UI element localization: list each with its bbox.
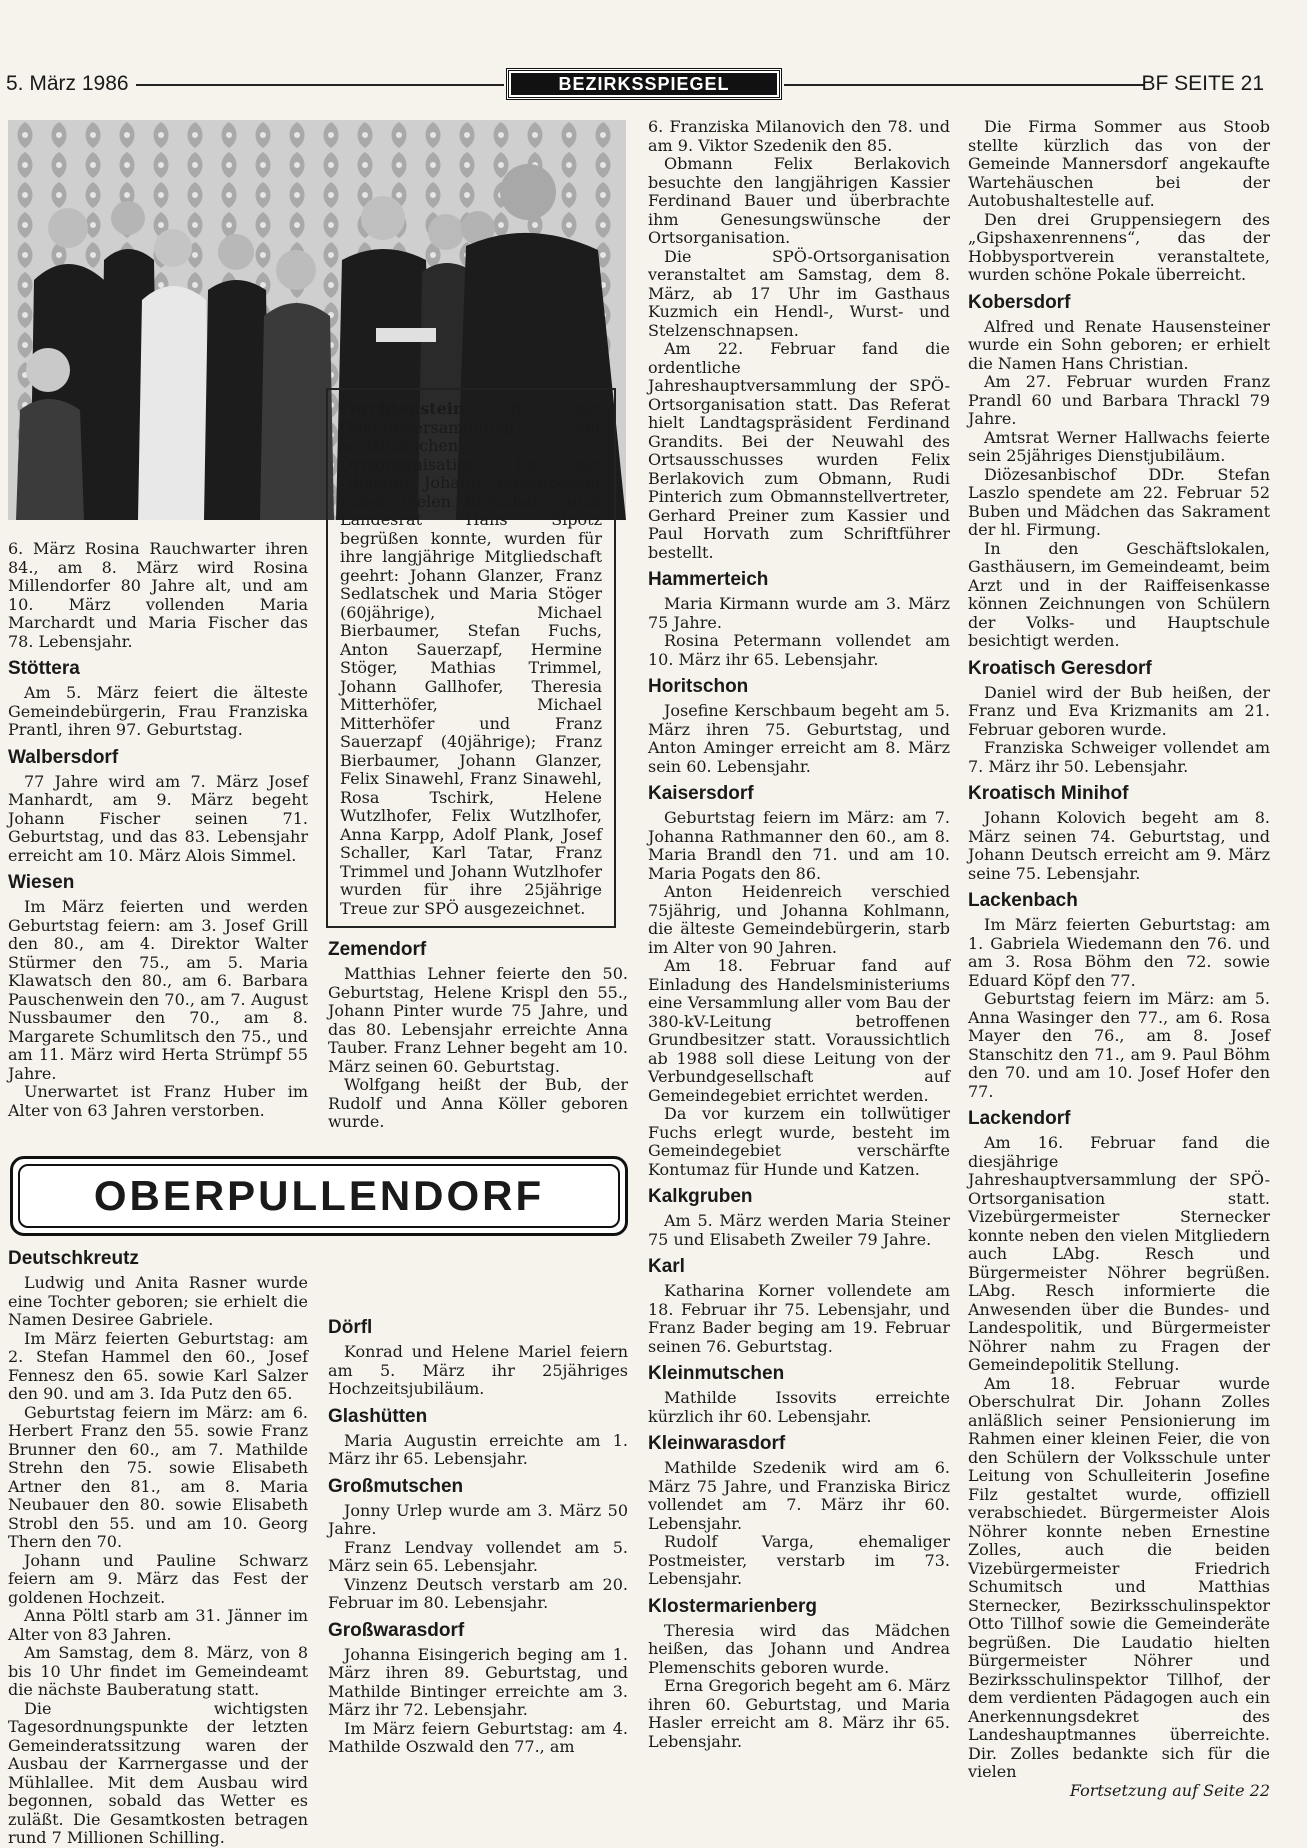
paragraph: Die Firma Sommer aus Stoob stellte kürzlich das von der Gemeinde Mannersdorf angekaufte Wartehäuschen bei der Autobushaltestelle auf.: [968, 117, 1270, 210]
paragraph: Johann Kolovich begeht am 8. März seinen 74. Geburtstag, und Johann Deutsch erreicht am 9. März seine 75. Lebensjahr.: [968, 808, 1270, 883]
paragraph: Am 22. Februar fand die ordentliche Jahreshauptversammlung der SPÖ-Ortsorganisation statt. Das Referat hielt Landtagspräsident Ferdinand Grandits. Bei der Neuwahl des Ortsausschusses wurden Felix Berlakovich zum Obmann, Rudi Pinterich zum Obmannstellvertreter, Gerhard Preiner zum Kassier und Paul Horvath zum Schriftführer bestellt.: [648, 339, 950, 562]
paragraph: Im März feierten Geburtstag: am 1. Gabriela Wiedemann den 76. und am 3. Rosa Böhm den 72. sowie Eduard Köpf den 77.: [968, 915, 1270, 990]
paragraph: Erna Gregorich begeht am 6. März ihren 60. Geburtstag, und Maria Hasler erreicht am 8. März ihr 65. Lebensjahr.: [648, 1676, 950, 1751]
paragraph: Matthias Lehner feierte den 50. Geburtstag, Helene Krispl den 55., Johann Pinter wurde 75 Jahre, und das 80. Lebensjahr erreichte Anna Tauber. Franz Lehner begeht am 10. März seinen 60. Geburtstag.: [328, 964, 628, 1076]
column-2: [328, 932, 628, 1132]
paragraph: Am Samstag, dem 8. März, von 8 bis 10 Uhr findet im Gemeindeamt die nächste Bauberatung statt.: [8, 1643, 308, 1699]
paragraph: Im März feierten Geburtstag: am 2. Stefan Hammel den 60., Josef Fennesz den 65. sowie Karl Salzer den 90. und am 3. Ida Putz den 65.: [8, 1328, 308, 1403]
paragraph: Obmann Felix Berlakovich besuchte den langjährigen Kassier Ferdinand Bauer und überbrachte ihm Genesungswünsche der Ortsorganisation.: [648, 154, 950, 247]
paragraph: Unerwartet ist Franz Huber im Alter von 63 Jahren verstorben.: [8, 1082, 308, 1120]
region-title: OBERPULLENDORF: [18, 1164, 620, 1228]
heading-klostermarienberg: Klostermarienberg: [648, 1595, 817, 1617]
paragraph: Jonny Urlep wurde am 3. März 50 Jahre.: [328, 1500, 628, 1538]
heading-grosswarasdorf: Großwarasdorf: [328, 1619, 465, 1641]
paragraph: Josefine Kerschbaum begeht am 5. März ihren 75. Geburtstag, und Anton Aminger erreicht am 8. März sein 60. Lebensjahr.: [648, 701, 950, 776]
heading-wiesen: Wiesen: [8, 872, 75, 893]
paragraph: Wolfgang heißt der Bub, der Rudolf und Anna Köller geboren wurde.: [328, 1075, 628, 1131]
heading-grossmutschen: Großmutschen: [328, 1475, 464, 1497]
paragraph: Im März feierten und werden Geburtstag feiern: am 3. Josef Grill den 80., am 4. Direktor Walter Stürmer den 75., am 5. Maria Klawatsch den 80., am 6. Barbara Pauschenwein den 70., am 7. August Nussbaumer den 70., am 8. Margarete Schumlitsch den 75., und am 11. März wird Herta Strümpf 55 Jahre.: [8, 897, 308, 1083]
paragraph: Konrad und Helene Mariel feiern am 5. März ihr 25jähriges Hochzeitsjubiläum.: [328, 1342, 628, 1398]
paragraph: Rosina Petermann vollendet am 10. März ihr 65. Lebensjahr.: [648, 631, 950, 669]
col1-intro: 6. März Rosina Rauchwarter ihren 84., am 8. März wird Rosina Millendorfer 80 Jahre alt, und am 10. März vollenden Maria Marchardt und Maria Fischer das 78. Lebensjahr.: [8, 539, 308, 651]
region-banner: [10, 1156, 628, 1236]
heading-kroatisch-geresdorf: Kroatisch Geresdorf: [968, 657, 1152, 679]
issue-date: 5. März 1986: [6, 72, 129, 95]
caption-lead: Forchtenstein.: [340, 399, 471, 418]
heading-walbersdorf: Walbersdorf: [8, 746, 119, 768]
heading-horitschon: Horitschon: [648, 676, 749, 697]
paragraph: Geburtstag feiern im März: am 7. Johanna Rathmanner den 60., am 8. Maria Brandl den 71. und am 10. Maria Pogats den 86.: [648, 808, 950, 883]
paragraph: Am 5. März feiert die älteste Gemeindebürgerin, Frau Franziska Prantl, ihren 97. Geburtstag.: [8, 683, 308, 739]
paragraph: Anna Pöltl starb am 31. Jänner im Alter von 83 Jahren.: [8, 1606, 308, 1644]
heading-karl: Karl: [648, 1256, 685, 1277]
paragraph: Johanna Eisingerich beging am 1. März ihren 89. Geburtstag, und Mathilde Bintinger erreichte am 3. März ihr 72. Lebensjahr.: [328, 1644, 628, 1719]
column-2-bottom: [328, 1310, 628, 1757]
page-number: BF SEITE 21: [1141, 72, 1264, 95]
paragraph: Diözesanbischof DDr. Stefan Laszlo spendete am 22. Februar 52 Buben und Mädchen das Sakrament der hl. Firmung.: [968, 464, 1270, 539]
heading-kroatisch-minihof: Kroatisch Minihof: [968, 783, 1129, 804]
page-header: [6, 70, 1264, 100]
photo-caption-box: [326, 388, 616, 928]
paragraph: Franz Lendvay vollendet am 5. März sein 65. Lebensjahr.: [328, 1537, 628, 1575]
paragraph: Katharina Korner vollendete am 18. Februar ihr 75. Lebensjahr, und Franz Bader beging am 19. Februar seinen 76. Geburtstag.: [648, 1281, 950, 1356]
paragraph: Am 5. März werden Maria Steiner 75 und Elisabeth Zweiler 79 Jahre.: [648, 1211, 950, 1249]
heading-lackendorf: Lackendorf: [968, 1108, 1071, 1129]
paragraph: Franziska Schweiger vollendet am 7. März ihr 50. Lebensjahr.: [968, 738, 1270, 776]
section-title: BEZIRKSSPIEGEL: [511, 73, 777, 95]
paragraph: Rudolf Varga, ehemaliger Postmeister, verstarb im 73. Lebensjahr.: [648, 1532, 950, 1588]
paragraph: Geburtstag feiern im März: am 5. Anna Wasinger den 77., am 6. Rosa Mayer den 76., am 8. Josef Stanschitz den 71., am 9. Paul Böhm den 70. und am 10. Josef Hofer den 77.: [968, 989, 1270, 1101]
heading-kaisersdorf: Kaisersdorf: [648, 783, 754, 804]
heading-kobersdorf: Kobersdorf: [968, 291, 1071, 313]
paragraph: Maria Kirmann wurde am 3. März 75 Jahre.: [648, 594, 950, 632]
heading-kalkgruben: Kalkgruben: [648, 1186, 753, 1207]
caption-paragraph: [340, 400, 602, 918]
heading-hammerteich: Hammerteich: [648, 569, 769, 590]
paragraph: Alfred und Renate Hausensteiner wurde ein Sohn geboren; er erhielt die Namen Hans Christian.: [968, 316, 1270, 373]
paragraph: Geburtstag feiern im März: am 6. Herbert Franz den 55. sowie Franz Brunner den 60., am 7. Mathilde Strehn den 75. sowie Elisabeth Artner den 81., am 8. Maria Neubauer den 80. sowie Elisabeth Strobl den 55. und am 10. Georg Thern den 70.: [8, 1402, 308, 1551]
paragraph: Vinzenz Deutsch verstarb am 20. Februar im 80. Lebensjahr.: [328, 1574, 628, 1612]
continued-note: Fortsetzung auf Seite 22: [1069, 1780, 1270, 1800]
paragraph: Am 18. Februar wurde Oberschulrat Dir. Johann Zolles anläßlich seiner Pensionierung im Rahmen einer kleinen Feier, die von den Schülern der Volksschule unter Leitung von Schulleiterin Josefine Filz gestaltet wurde, offiziell verabschiedet. Bürgermeister Alois Nöhrer konnte neben Ernestine Zolles, auch die beiden Vizebürgermeister Friedrich Schumitsch und Matthias Sternecker, Bezirksschulinspektor Otto Tillhof sowie die Gemeinderäte begrüßen. Die Laudatio hielten Bürgermeister Nöhrer und Bezirksschulinspektor Tillhof, der dem verdienten Pädagogen auch ein Anerkennungsdekret des Landeshauptmannes überreichte. Dir. Zolles bedankte sich für die vielen: [968, 1373, 1270, 1781]
paragraph: Daniel wird der Bub heißen, der Franz und Eva Krizmanits am 21. Februar geboren wurde.: [968, 682, 1270, 739]
heading-lackenbach: Lackenbach: [968, 890, 1078, 911]
paragraph: Amtsrat Werner Hallwachs feierte sein 25jähriges Dienstjubiläum.: [968, 427, 1270, 465]
paragraph: Am 18. Februar fand auf Einladung des Handelsministeriums eine Versammlung aller vom Bau der 380-kV-Leitung betroffenen Grundbesitzer statt. Voraussichtlich ab 1988 soll diese Leitung von der Verbundgesellschaft auf Gemeindegebiet errichtet werden.: [648, 956, 950, 1105]
caption-text: Bei der Generalversammlung der sozialistischen Ortsorganisation, bei der Obmann Johann Eitzenberger neben vielen Besuchern auch Landesrat Hans Sipötz begrüßen konnte, wurden für ihre langjährige Mitgliedschaft geehrt: Johann Glanzer, Franz Sedlatschek und Maria Stöger (60jährige), Michael Bierbaumer, Stefan Fuchs, Anton Sauerzapf, Hermine Stöger, Mathias Trimmel, Johann Gallhofer, Theresia Mitterhöfer, Michael Mitterhöfer und Franz Sauerzapf (40jährige); Franz Bierbaumer, Johann Glanzer, Felix Sinawehl, Franz Sinawehl, Rosa Tschirk, Helene Wutzlhofer, Felix Wutzlhofer, Anna Karpp, Adolf Plank, Josef Schaller, Karl Tatar, Franz Trimmel und Johann Wutzlhofer wurden für ihre 25jährige Treue zur SPÖ ausgezeichnet.: [340, 399, 602, 918]
paragraph: Im März feiern Geburtstag: am 4. Mathilde Oszwald den 77., am: [328, 1718, 628, 1756]
header-rule-left: [136, 84, 504, 86]
paragraph: Die SPÖ-Ortsorganisation veranstaltet am Samstag, dem 8. März, ab 17 Uhr im Gasthaus Kuzmich ein Hendl-, Wurst- und Stelzenschnapsen.: [648, 246, 950, 340]
paragraph: Theresia wird das Mädchen heißen, das Johann und Andrea Plemenschits geboren wurde.: [648, 1620, 950, 1677]
paragraph: Die wichtigsten Tagesordnungspunkte der letzten Gemeinderatssitzung waren der Ausbau der Karrnergasse und der Mühlallee. Mit dem Ausbau wird begonnen, sobald das Wetter es zuläßt. Die Gesamtkosten betragen rund 7 Millionen Schilling.: [8, 1698, 308, 1847]
paragraph: Am 16. Februar fand die diesjährige Jahreshauptversammlung der SPÖ-Ortsorganisation statt. Vizebürgermeister Sternecker konnte neben den vielen Mitgliedern auch LAbg. Resch und Bürgermeister Nöhrer begrüßen. LAbg. Resch informierte die Anwesenden über die Bundes- und Landespolitik, und Bürgermeister Nöhrer nahm zu Fragen der Gemeindepolitik Stellung.: [968, 1133, 1270, 1374]
heading-doerfl: Dörfl: [328, 1317, 373, 1338]
column-1: [8, 540, 308, 1120]
heading-deutschkreutz: Deutschkreutz: [8, 1248, 139, 1269]
column-4: [968, 118, 1270, 1800]
paragraph: Am 27. Februar wurden Franz Prandl 60 und Barbara Thrackl 79 Jahre.: [968, 372, 1270, 428]
heading-stoettera: Stöttera: [8, 658, 80, 679]
header-rule-right: [784, 84, 1144, 86]
paragraph: Mathilde Szedenik wird am 6. März 75 Jahre, und Franziska Biricz vollendet am 7. März ihr 60. Lebensjahr.: [648, 1458, 950, 1533]
column-1-bottom: [8, 1248, 308, 1848]
heading-kleinwarasdorf: Kleinwarasdorf: [648, 1433, 786, 1454]
heading-glashuetten: Glashütten: [328, 1405, 428, 1427]
paragraph: Da vor kurzem ein tollwütiger Fuchs erlegt wurde, besteht im Gemeindegebiet verschärfte Kontumaz für Hunde und Katzen.: [648, 1104, 950, 1179]
heading-zemendorf: Zemendorf: [328, 939, 427, 960]
paragraph: 6. Franziska Milanovich den 78. und am 9. Viktor Szedenik den 85.: [648, 117, 950, 155]
paragraph: Anton Heidenreich verschied 75jährig, und Johanna Kohlmann, die älteste Gemeindebürgerin, starb im Alter von 90 Jahren.: [648, 882, 950, 957]
paragraph: 77 Jahre wird am 7. März Josef Manhardt, am 9. März begeht Johann Fischer seinen 71. Geburtstag, und das 83. Lebensjahr erreicht am 10. März Alois Simmel.: [8, 771, 308, 865]
paragraph: Johann und Pauline Schwarz feiern am 9. März das Fest der goldenen Hochzeit.: [8, 1550, 308, 1607]
heading-kleinmutschen: Kleinmutschen: [648, 1363, 785, 1384]
paragraph: In den Geschäftslokalen, Gasthäusern, im Gemeindeamt, beim Arzt und in der Raiffeisenkasse können Zeichnungen von Schülern der Volks- und Hauptschule besichtigt werden.: [968, 538, 1270, 650]
section-label: [506, 68, 782, 100]
paragraph: Maria Augustin erreichte am 1. März ihr 65. Lebensjahr.: [328, 1430, 628, 1468]
column-3: [648, 118, 950, 1751]
paragraph: Mathilde Issovits erreichte kürzlich ihr 60. Lebensjahr.: [648, 1388, 950, 1426]
paragraph: Ludwig und Anita Rasner wurde eine Tochter geboren; sie erhielt die Namen Desiree Gabriele.: [8, 1273, 308, 1329]
paragraph: Den drei Gruppensiegern des „Gipshaxenrennens“, das der Hobbysportverein veranstaltete, wurden schöne Pokale überreicht.: [968, 209, 1270, 284]
